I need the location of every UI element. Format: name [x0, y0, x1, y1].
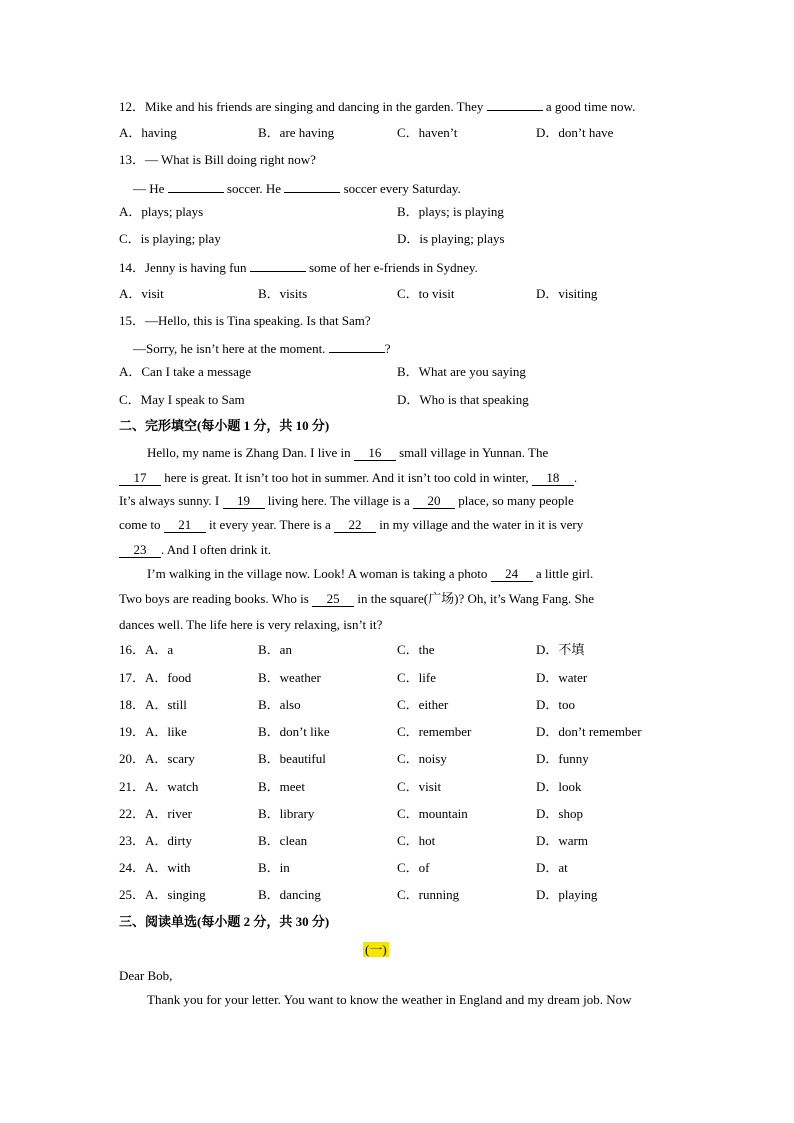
blank-24: 24 [491, 567, 533, 582]
q19-option-c[interactable]: C．remember [397, 724, 472, 739]
cloze-line-7: Two boys are reading books. Who is 25 in the square(广场)? Oh, it’s Wang Fang. She [119, 591, 595, 606]
q20-option-a[interactable]: 20．A．scary [119, 751, 195, 766]
q15-option-d[interactable]: D．Who is that speaking [397, 392, 529, 407]
blank-17: 17 [119, 471, 161, 486]
q18-option-b[interactable]: B．also [258, 697, 301, 712]
q15-option-c[interactable]: C．May I speak to Sam [119, 392, 245, 407]
answer-blank [284, 179, 340, 193]
question-15-stem: 15．—Hello, this is Tina speaking. Is that Sam? [119, 313, 371, 328]
q24-option-c[interactable]: C．of [397, 860, 430, 875]
q22-option-a[interactable]: 22．A．river [119, 806, 192, 821]
q22-option-d[interactable]: D．shop [536, 806, 583, 821]
q17-option-a[interactable]: 17．A．food [119, 670, 192, 685]
q19-option-b[interactable]: B．don’t like [258, 724, 330, 739]
blank-21: 21 [164, 518, 206, 533]
cloze-line-2: 17 here is great. It isn’t too hot in summer. And it isn’t too cold in winter, 18 . [119, 470, 675, 486]
q25-option-a[interactable]: 25．A．singing [119, 887, 206, 902]
blank-20: 20 [413, 494, 455, 509]
q12-option-d[interactable]: D．don’t have [536, 125, 614, 140]
question-14-stem: 14．Jenny is having fun some of her e-friends in Sydney. [119, 260, 478, 275]
q23-option-c[interactable]: C．hot [397, 833, 436, 848]
cloze-line-5: 23 . And I often drink it. [119, 542, 675, 558]
q16-option-a[interactable]: 16．A．a [119, 642, 174, 657]
section-3-heading: 三、阅读单选(每小题 2 分，共 30 分) [119, 914, 330, 929]
cloze-line-1: Hello, my name is Zhang Dan. I live in 16 small village in Yunnan. The [147, 445, 549, 460]
q25-option-c[interactable]: C．running [397, 887, 460, 902]
q13-option-a[interactable]: A．plays; plays [119, 204, 204, 219]
letter-greeting: Dear Bob, [119, 968, 173, 983]
q25-option-b[interactable]: B．dancing [258, 887, 321, 902]
q23-option-a[interactable]: 23．A．dirty [119, 833, 192, 848]
q25-option-d[interactable]: D．playing [536, 887, 598, 902]
q21-option-d[interactable]: D．look [536, 779, 582, 794]
answer-blank [250, 258, 306, 272]
q21-option-c[interactable]: C．visit [397, 779, 442, 794]
q20-option-b[interactable]: B．beautiful [258, 751, 326, 766]
question-13-line2: — He soccer. He soccer every Saturday. [133, 181, 461, 196]
q21-option-b[interactable]: B．meet [258, 779, 305, 794]
q22-option-b[interactable]: B．library [258, 806, 315, 821]
answer-blank [487, 97, 543, 111]
q24-option-b[interactable]: B．in [258, 860, 290, 875]
q24-option-d[interactable]: D．at [536, 860, 568, 875]
q15-option-a[interactable]: A．Can I take a message [119, 364, 252, 379]
q21-option-a[interactable]: 21．A．watch [119, 779, 199, 794]
q20-option-c[interactable]: C．noisy [397, 751, 447, 766]
q18-option-a[interactable]: 18．A．still [119, 697, 187, 712]
q16-option-b[interactable]: B．an [258, 642, 292, 657]
q16-option-d[interactable]: D．不填 [536, 642, 585, 657]
q24-option-a[interactable]: 24．A．with [119, 860, 191, 875]
q17-option-b[interactable]: B．weather [258, 670, 321, 685]
blank-25: 25 [312, 592, 354, 607]
q19-option-d[interactable]: D．don’t remember [536, 724, 642, 739]
q14-option-c[interactable]: C．to visit [397, 286, 455, 301]
passage-part-label: (一) [365, 942, 387, 957]
question-12-stem: 12．Mike and his friends are singing and dancing in the garden. They a good time now. [119, 99, 636, 114]
q14-option-a[interactable]: A．visit [119, 286, 164, 301]
question-15-line2: —Sorry, he isn’t here at the moment. ? [133, 341, 391, 356]
q12-option-c[interactable]: C．haven’t [397, 125, 458, 140]
cloze-line-6: I’m walking in the village now. Look! A woman is taking a photo 24 a little girl. [147, 566, 594, 581]
q14-option-d[interactable]: D．visiting [536, 286, 598, 301]
q17-option-c[interactable]: C．life [397, 670, 436, 685]
q13-option-b[interactable]: B．plays; is playing [397, 204, 504, 219]
question-13-stem: 13．— What is Bill doing right now? [119, 152, 316, 167]
q18-option-d[interactable]: D．too [536, 697, 576, 712]
blank-16: 16 [354, 446, 396, 461]
q12-option-b[interactable]: B．are having [258, 125, 335, 140]
q13-option-d[interactable]: D．is playing; plays [397, 231, 505, 246]
q16-option-c[interactable]: C．the [397, 642, 435, 657]
letter-line-1: Thank you for your letter. You want to know the weather in England and my dream job. Now [147, 992, 632, 1007]
cloze-line-4: come to 21 it every year. There is a 22 in my village and the water in it is very [119, 517, 584, 532]
cloze-line-8: dances well. The life here is very relaxing, isn’t it? [119, 617, 383, 632]
blank-23: 23 [119, 543, 161, 558]
blank-18: 18 [532, 471, 574, 486]
q23-option-d[interactable]: D．warm [536, 833, 588, 848]
cloze-line-3: It’s always sunny. I 19 living here. The village is a 20 place, so many people [119, 493, 574, 508]
q17-option-d[interactable]: D．water [536, 670, 588, 685]
q19-option-a[interactable]: 19．A．like [119, 724, 187, 739]
blank-19: 19 [223, 494, 265, 509]
blank-22: 22 [334, 518, 376, 533]
q20-option-d[interactable]: D．funny [536, 751, 589, 766]
q15-option-b[interactable]: B．What are you saying [397, 364, 526, 379]
q23-option-b[interactable]: B．clean [258, 833, 308, 848]
q18-option-c[interactable]: C．either [397, 697, 449, 712]
q13-option-c[interactable]: C．is playing; play [119, 231, 221, 246]
section-2-heading: 二、完形填空(每小题 1 分，共 10 分) [119, 418, 330, 433]
answer-blank [329, 339, 385, 353]
q22-option-c[interactable]: C．mountain [397, 806, 468, 821]
q14-option-b[interactable]: B．visits [258, 286, 308, 301]
answer-blank [168, 179, 224, 193]
q12-option-a[interactable]: A．having [119, 125, 177, 140]
